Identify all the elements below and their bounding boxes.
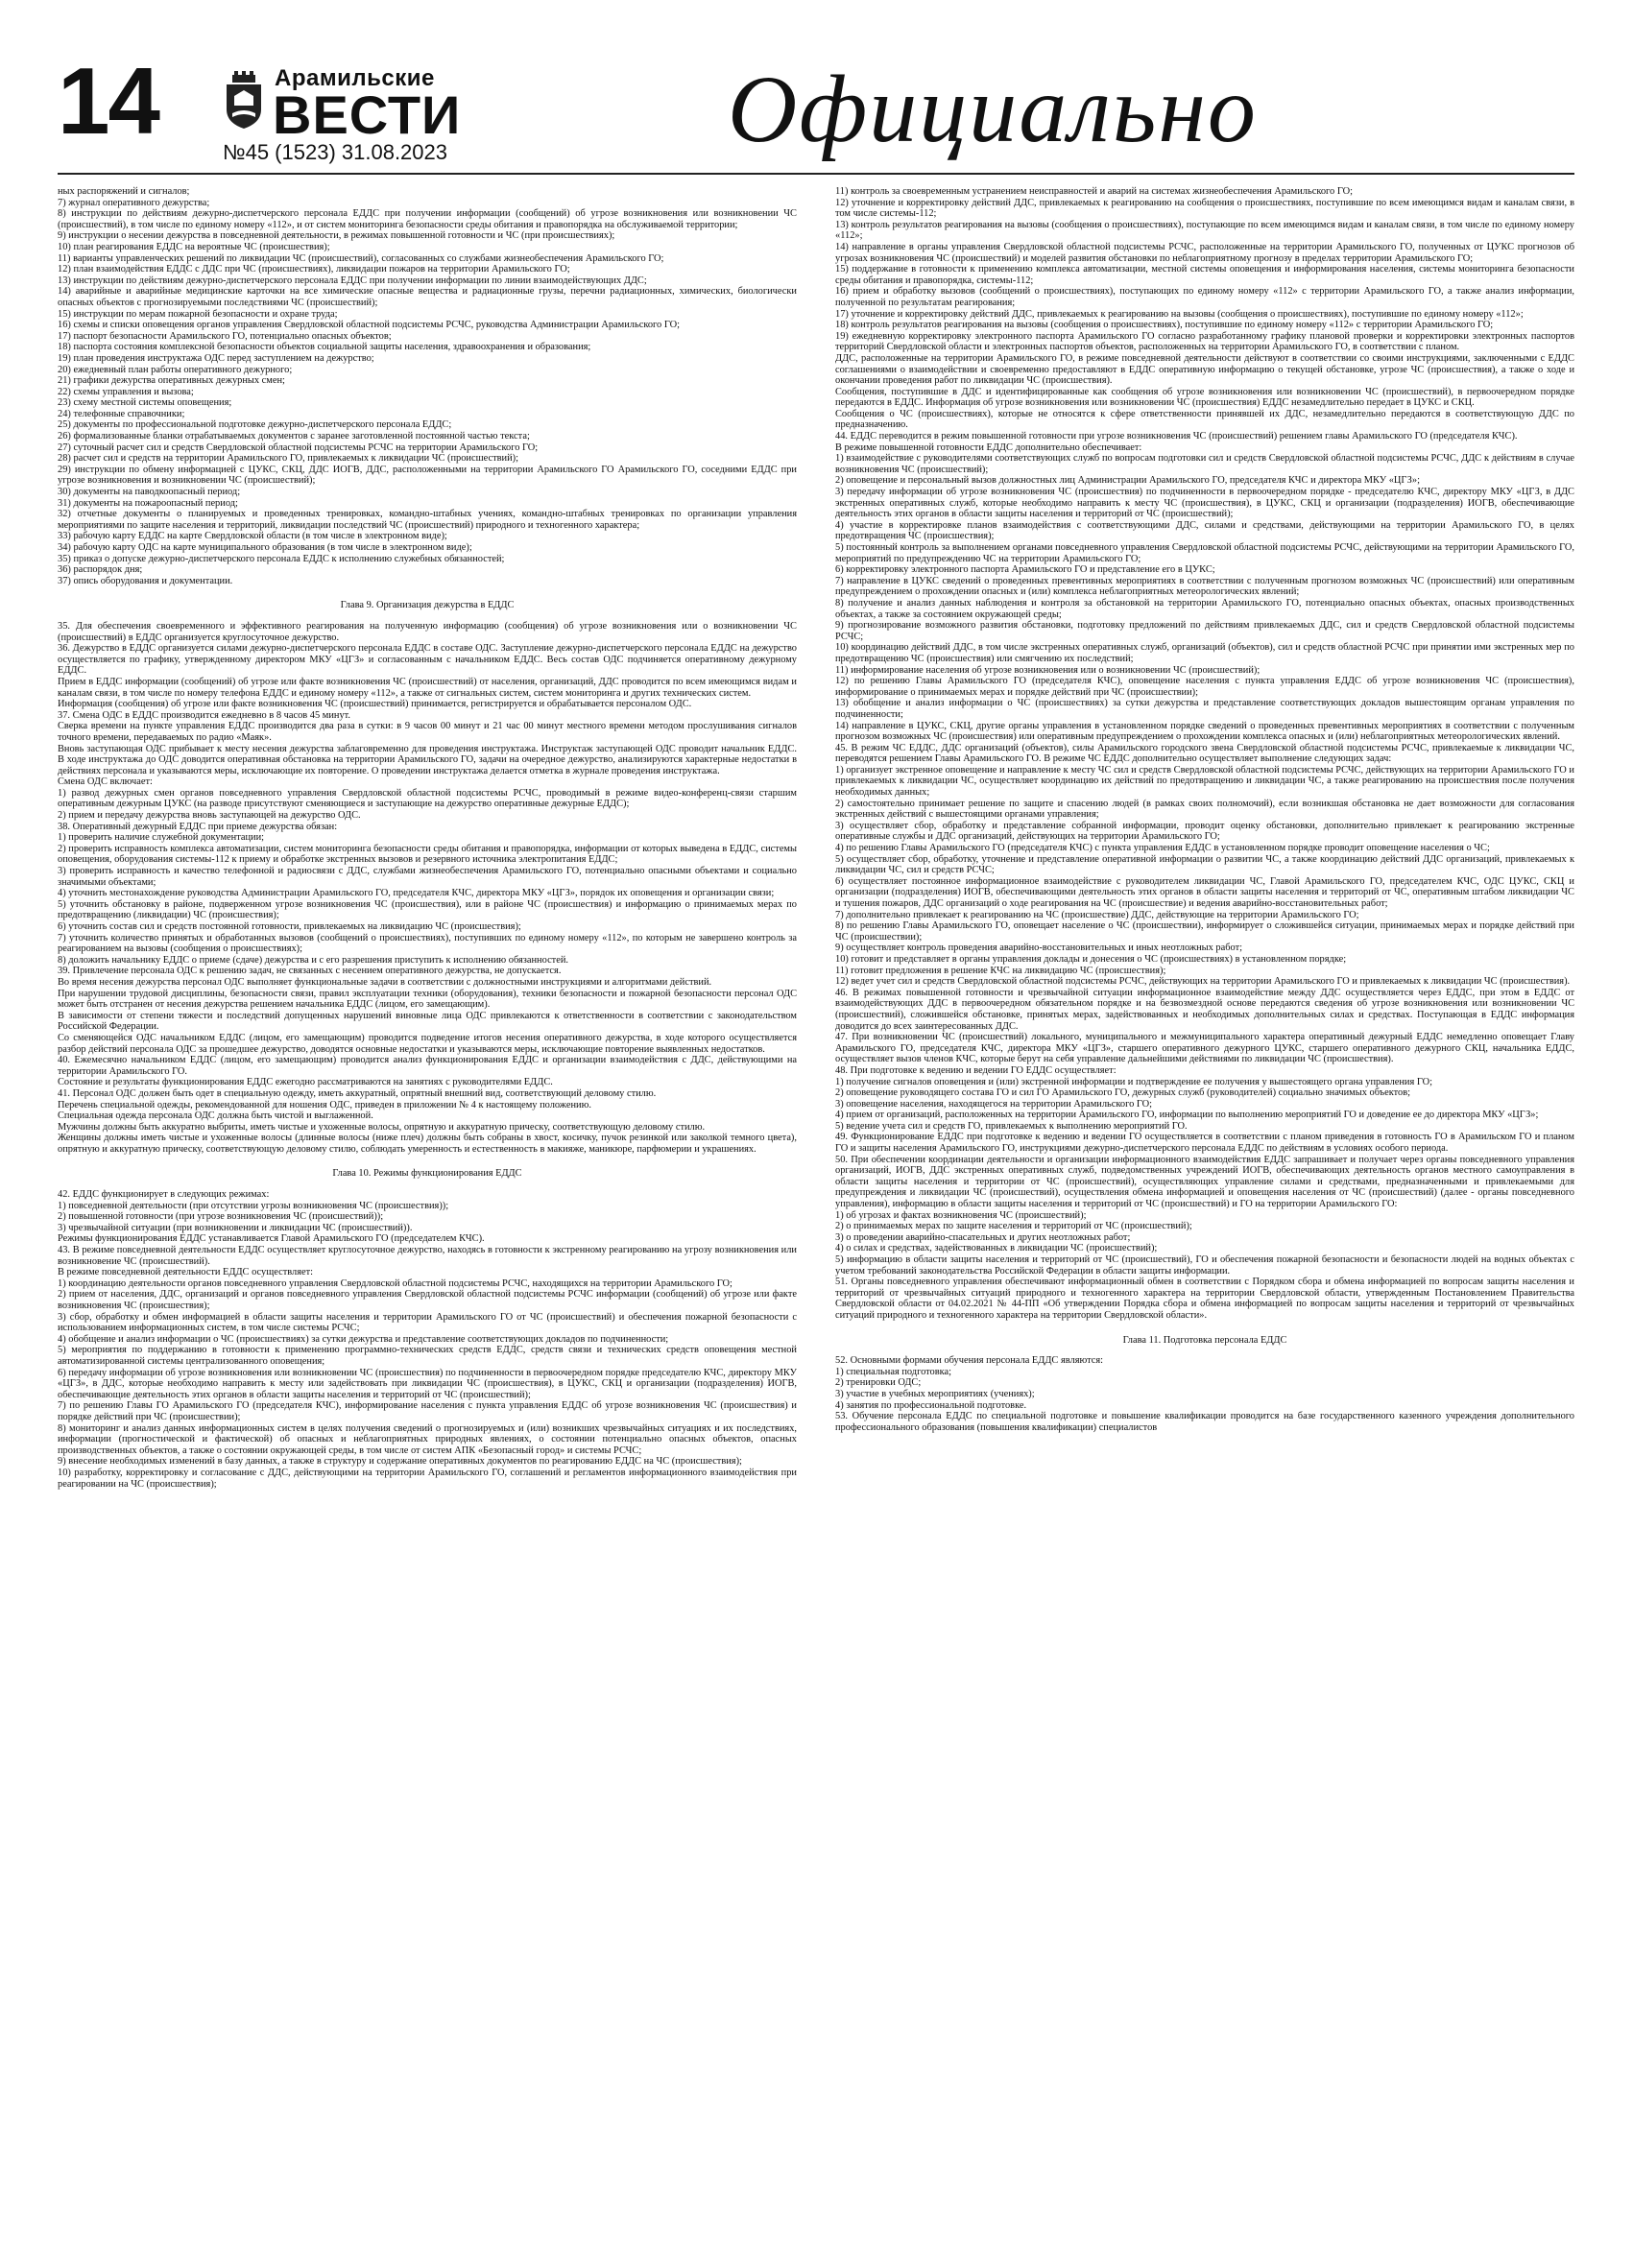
paragraph: 2) оповещение руководящего состава ГО и сил ГО Арамильского ГО, дежурных служб (руководителей) социально значимых объектов;	[835, 1087, 1411, 1099]
paragraph: 2) прием и передачу дежурства вновь заступающей на дежурство ОДС.	[58, 810, 361, 822]
paragraph: 5) информацию в области защиты населения и территорий от ЧС (происшествий), ГО и обеспечения пожарной безопасности и безопасности людей на водных объектах с учетом требований законодательства Российской Федерации в области защиты информации.	[835, 1254, 1574, 1277]
paragraph: 23) схему местной системы оповещения;	[58, 397, 232, 409]
paragraph: 41. Персонал ОДС должен быть одет в специальную одежду, иметь аккуратный, опрятный внешний вид, соответствующий деловому стилю.	[58, 1087, 657, 1099]
page-number: 14	[58, 48, 159, 154]
brand-top: Арамильские	[275, 65, 435, 91]
paragraph: 3) осуществляет сбор, обработку и представление собранной информации, проводит оценку обстановки, дополнительно привлекает к реагированию экстренные оперативные службы и ДДС организаций, действующих на территории Арамильского ГО;	[835, 820, 1574, 843]
paragraph: 6) уточнить состав сил и средств постоянной готовности, привлекаемых на ликвидацию ЧС (происшествия);	[58, 921, 521, 932]
paragraph: 22) схемы управления и вызова;	[58, 386, 194, 397]
paragraph: 20) ежедневный план работы оперативного дежурного;	[58, 364, 293, 375]
paragraph: 50. При обеспечении координации деятельности и организации информационного взаимодействия ЕДДС запрашивает и получает через органы повседневного управления организаций, ИОГВ, ДДС экстренных оперативных служб, подведомственных учреждений ИОГВ, обеспечивающих деятельность органов местного самоуправления в области защиты населения и территории от ЧС (происшествий), осуществляющих управление силами и средствами, предназначенными и привлекаемыми для предупреждения и ликвидации ЧС (происшествий), осуществления обмена информацией и оповещения населения от ЧС (происшествий) (далее - органы повседневного управления), информацию в области защиты населения и территорий от ЧС (происшествий) и ГО на территории Арамильского ГО:	[835, 1154, 1574, 1210]
chapter-heading: Глава 10. Режимы функционирования ЕДДС	[332, 1168, 522, 1180]
paragraph: 4) прием от организаций, расположенных на территории Арамильского ГО, информации по выполнению мероприятий ГО и доведение ее до директора МКУ «ЦГЗ»;	[835, 1110, 1539, 1121]
paragraph: 42. ЕДДС функционирует в следующих режимах:	[58, 1189, 270, 1201]
paragraph: 37) опись оборудования и документации.	[58, 575, 233, 586]
paragraph: 2) оповещение и персональный вызов должностных лиц Администрации Арамильского ГО, председателя КЧС и директора МКУ «ЦГЗ»;	[835, 475, 1420, 487]
paragraph: При нарушении трудовой дисциплины, безопасности связи, правил эксплуатации техники (оборудования), техники безопасности и пожарной безопасности персонал ОДС может быть отстранен от несения дежурства решением начальника ЕДДС (лицом, его замещающим).	[58, 988, 797, 1011]
paragraph: Вновь заступающая ОДС прибывает к месту несения дежурства заблаговременно для проведения инструктажа. Инструктаж заступающей ОДС проводит начальник ЕДДС. В ходе инструктажа до ОДС доводится оперативная обстановка на территории Арамильского ГО, задачи на очередное дежурство, анализируются характерные недостатки в действиях персонала и указываются меры, исключающие их повторение. О проведении инструктажа делается отметка в журнале проведения инструктажа.	[58, 743, 797, 776]
paragraph: 10) координацию действий ДДС, в том числе экстренных оперативных служб, организаций (объектов), сил и средств областной РСЧС при принятии ими экстренных мер по предотвращению ЧС (происшествия) или смягчению их последствий;	[835, 642, 1574, 664]
masthead	[0, 0, 1633, 173]
paragraph: 43. В режиме повседневной деятельности ЕДДС осуществляет круглосуточное дежурство, находясь в готовности к экстренному реагированию на угрозу возникновения или возникновение ЧС (происшествий).	[58, 1245, 797, 1267]
paragraph: 7) по решению Главы ГО Арамильского ГО (председателя КЧС), информирование населения с пункта управления ЕДДС об угрозе возникновения ЧС (происшествия) и порядке действий при ЧС (происшествии);	[58, 1400, 797, 1422]
paragraph: 3) о проведении аварийно-спасательных и других неотложных работ;	[835, 1231, 1131, 1243]
article-body	[58, 186, 1574, 2250]
paragraph: 5) уточнить обстановку в районе, подверженном угрозе возникновения ЧС (происшествия), или в районе ЧС (происшествия) и информацию о принимаемых мерах по предотвращению (ликвидации) ЧС (происшествия);	[58, 898, 797, 921]
paragraph: 1) специальная подготовка;	[835, 1366, 952, 1377]
paragraph: 12) план взаимодействия ЕДДС с ДДС при ЧС (происшествиях), ликвидации пожаров на территории Арамильского ГО;	[58, 264, 570, 275]
paragraph: 29) инструкции по обмену информацией с ЦУКС, СКЦ, ДДС ИОГВ, ДДС, расположенными на территории Арамильского ГО Арамильского ГО, соседними ЕДДС при угрозе возникновения и возникновении ЧС (происшествий);	[58, 464, 797, 487]
paragraph: 27) суточный расчет сил и средств Свердловской областной подсистемы РСЧС на территории Арамильского ГО;	[58, 442, 539, 453]
paragraph: Перечень специальной одежды, рекомендованной для ношения ОДС, приведен в приложении № 4 к настоящему положению.	[58, 1099, 591, 1110]
paragraph: ных распоряжений и сигналов;	[58, 186, 190, 197]
paragraph: 13) обобщение и анализ информации о ЧС (происшествиях) за сутки дежурства и представление соответствующих докладов вышестоящим органам управления по подчиненности;	[835, 698, 1574, 720]
paragraph: 2) тренировки ОДС;	[835, 1377, 922, 1389]
paragraph: 13) инструкции по действиям дежурно-диспетчерского персонала ЕДДС при получении информации по линии взаимодействующих ДДС;	[58, 275, 647, 286]
paragraph: Во время несения дежурства персонал ОДС выполняет функциональные задачи в соответствии с должностными инструкциями и алгоритмами действий.	[58, 976, 712, 988]
paragraph: 7) уточнить количество принятых и обработанных вызовов (сообщений о происшествиях), поступивших по единому номеру «112», по которым не завершено контроль за реагированием на вызовы (сообщения о происшествиях);	[58, 932, 797, 955]
paragraph: 35) приказ о допуске дежурно-диспетчерского персонала ЕДДС к исполнению служебных обязанностей;	[58, 553, 505, 564]
paragraph: 1) проверить наличие служебной документации;	[58, 832, 265, 844]
paragraph: 24) телефонные справочники;	[58, 408, 185, 419]
paragraph: 3) проверить исправность и качество телефонной и радиосвязи с ДДС, службами жизнеобеспечения Арамильского ГО, потенциально опасными объектами и социально значимыми объектами;	[58, 866, 797, 888]
paragraph: 14) аварийные и аварийные медицинские карточки на все химические опасные вещества и радиационные грузы, перечни радиационных, химических, биологически опасных объектов с прогнозируемыми последствиями ЧС (происшествий);	[58, 286, 797, 308]
paragraph: Смена ОДС включает:	[58, 776, 153, 788]
paragraph: 17) уточнение и корректировку действий ДДС, привлекаемых к реагированию на вызовы (сообщения о происшествиях), поступившие по единому номеру «112»;	[835, 308, 1524, 320]
paragraph: 19) ежедневную корректировку электронного паспорта Арамильского ГО согласно разработанному графику плановой проверки и корректировки электронных паспортов территорий Свердловской области и электронных паспортов объектов, расположенных на территории Арамильского ГО, в соответствии с планом.	[835, 330, 1574, 353]
paragraph: 8) получение и анализ данных наблюдения и контроля за обстановкой на территории Арамильского ГО, потенциально опасных объектах, опасных производственных объектах, а также за состоянием окружающей среды;	[835, 597, 1574, 620]
paragraph: 48. При подготовке к ведению и ведении ГО ЕДДС осуществляет:	[835, 1064, 1117, 1076]
paragraph: 46. В режимах повышенной готовности и чрезвычайной ситуации информационное взаимодействие между ДДС осуществляется через ЕДДС, при этом в ЕДДС от взаимодействующих ДДС в первоочередном обязательном порядке и на безвозмездной основе передаются сведения об угрозе возникновения или возникновении ЧС (происшествий), сложившейся обстановке, принятых мерах, задействованных и необходимых дополнительных силах и средствах. Поступающая в ЕДДС информация доводится до всех заинтересованных ДДС.	[835, 987, 1574, 1032]
paragraph: 21) графики дежурства оперативных дежурных смен;	[58, 375, 285, 387]
paragraph: Сообщения о ЧС (происшествиях), которые не относятся к сфере ответственности принявшей их ДДС, незамедлительно передаются в соответствующую ДДС по предназначению.	[835, 408, 1574, 431]
left-column	[58, 186, 797, 2250]
paragraph: В зависимости от степени тяжести и последствий допущенных нарушений виновные лица ОДС привлекаются к ответственности в соответствии с законодательством Российской Федерации.	[58, 1010, 797, 1033]
paragraph: 5) осуществляет сбор, обработку, уточнение и представление оперативной информации о развитии ЧС, а также координацию действий ДДС организаций, привлекаемых к ликвидации ЧС, сил и средств РСЧС;	[835, 853, 1574, 876]
paragraph: 4) по решению Главы Арамильского ГО (председателя КЧС) с пункта управления ЕДДС в установленном порядке проводит оповещение населения о ЧС;	[835, 843, 1490, 854]
paragraph: Женщины должны иметь чистые и ухоженные волосы (длинные волосы (ниже плеч) должны быть собраны в хвост, косичку, пучок резинкой или заколкой темного цвета), опрятную и аккуратную прическу, соответствующую деловому стилю, соблюдать умеренность и естественность в макияже, маникюре, парфюмерии и украшениях.	[58, 1133, 797, 1155]
paragraph: 45. В режим ЧС ЕДДС, ДДС организаций (объектов), силы Арамильского городского звена Свердловской областной подсистемы РСЧС, привлекаемые к ликвидации ЧС, переводятся решением Главы Арамильского ГО. В режиме ЧС ЕДДС дополнительно осуществляет выполнение следующих задач:	[835, 742, 1574, 765]
paragraph: 7) журнал оперативного дежурства;	[58, 197, 210, 208]
paragraph: Информация (сообщения) об угрозе или факте возникновения ЧС (происшествий) принимается, регистрируется и обрабатывается персоналом ОДС.	[58, 699, 692, 710]
paragraph: ДДС, расположенные на территории Арамильского ГО, в режиме повседневной деятельности действуют в соответствии со своими инструкциями, заключенными с ЕДДС соглашениями о взаимодействии и своевременно предоставляют в ЕДДС оперативную информацию о текущей обстановке, угрозе ЧС (происшествия), а также о ходе и окончании проведения работ по ликвидации ЧС (происшествия).	[835, 352, 1574, 387]
paragraph: Прием в ЕДДС информации (сообщений) об угрозе или факте возникновения ЧС (происшествий) от населения, организаций, ДДС проводится по всем имеющимся видам и каналам связи, в том числе по номеру телефона ЕДДС и единому номеру «112», а также от сигнальных систем, систем мониторинга и других технических систем.	[58, 676, 797, 699]
paragraph: 16) прием и обработку вызовов (сообщений о происшествиях), поступающих по единому номеру «112» с территории Арамильского ГО, а также анализ информации, полученной по результатам реагирования;	[835, 286, 1574, 308]
paragraph: 1) об угрозах и фактах возникновения ЧС (происшествий);	[835, 1209, 1087, 1221]
paragraph: 40. Ежемесячно начальником ЕДДС (лицом, его замещающим) проводится анализ функционирования ЕДДС и организации взаимодействия с ДДС, действующими на территории Арамильского ГО.	[58, 1055, 797, 1077]
paragraph: 30) документы на паводкоопасный период;	[58, 487, 241, 498]
paragraph: 3) чрезвычайной ситуации (при возникновении и ликвидации ЧС (происшествий)).	[58, 1222, 413, 1233]
paragraph: 12) уточнение и корректировку действий ДДС, привлекаемых к реагированию на сообщения о происшествиях, поступившие по всем имеющимся видам и каналам связи, в том числе системы-112;	[835, 197, 1574, 220]
paragraph: 7) дополнительно привлекает к реагированию на ЧС (происшествие) ДДС, действующие на территории Арамильского ГО;	[835, 909, 1359, 920]
paragraph: 39. Привлечение персонала ОДС к решению задач, не связанных с несением оперативного дежурства, не допускается.	[58, 966, 562, 977]
paragraph: Со сменяющейся ОДС начальником ЕДДС (лицом, его замещающим) проводится подведение итогов несения оперативного дежурства, в ходе которого осуществляется разбор действий персонала ОДС за прошедшее дежурство, доводятся основные недостатки и указываются меры, исключающие повторение выявленных недостатков.	[58, 1032, 797, 1055]
paragraph: 2) о принимаемых мерах по защите населения и территорий от ЧС (происшествий);	[835, 1221, 1192, 1232]
paragraph: 1) повседневной деятельности (при отсутствии угрозы возникновения ЧС (происшествия));	[58, 1200, 449, 1211]
chapter-heading: Глава 11. Подготовка персонала ЕДДС	[1122, 1334, 1287, 1346]
paragraph: 51. Органы повседневного управления обеспечивают информационный обмен в соответствии с Порядком сбора и обмена информацией по вопросам защиты населения и территорий от чрезвычайных ситуаций природного и техногенного характера на территории Свердловской области, утвержденным Постановлением Правительства Свердловской области от 04.02.2021 № 44-ПП «Об утверждении Порядка сбора и обмена информацией по вопросам защиты населения и территорий от чрезвычайных ситуаций природного и техногенного характера на территории Свердловской области».	[835, 1277, 1574, 1321]
paragraph: Режимы функционирования ЕДДС устанавливается Главой Арамильского ГО (председателем КЧС).	[58, 1233, 485, 1245]
paragraph: 1) развод дежурных смен органов повседневного управления Свердловской областной подсистемы РСЧС, проводимый в режиме видео-конференц-связи старшим оперативным дежурным ЦУКС (на разводе присутствуют сменяющиеся и заступающие на дежурство оперативные дежурные ЕДДС);	[58, 787, 797, 810]
paragraph: 38. Оперативный дежурный ЕДДС при приеме дежурства обязан:	[58, 821, 338, 832]
chapter-heading: Глава 9. Организация дежурства в ЕДДС	[340, 600, 515, 611]
paragraph: 32) отчетные документы о планируемых и проведенных тренировках, командно-штабных учениях, командно-штабных тренировках по организации управления мероприятиями по защите населения и территорий, ликвидации последствий ЧС (происшествий) природного и техногенного характера;	[58, 509, 797, 531]
paragraph: 47. При возникновении ЧС (происшествий) локального, муниципального и межмуниципального характера оперативный дежурный ЕДДС немедленно оповещает Главу Арамильского ГО, председателя КЧС, директора МКУ «ЦГЗ», старшего оперативного дежурного ЦУКС, старшего оперативного дежурного СКЦ, начальника ЕДДС, осуществляет вызов членов КЧС, которые берут на себя управление дальнейшими действиями по ликвидации ЧС (происшествия).	[835, 1032, 1574, 1065]
paragraph: 4) занятия по профессиональной подготовке.	[835, 1399, 1027, 1411]
paragraph: 3) участие в учебных мероприятиях (учениях);	[835, 1388, 1035, 1399]
paragraph: 11) информирование населения об угрозе возникновения или о возникновении ЧС (происшествий);	[835, 664, 1261, 676]
paragraph: 8) мониторинг и анализ данных информационных систем в целях получения сведений о прогнозируемых и (или) возникших чрезвычайных ситуациях и их последствиях, информации (прогностической и фактической) об опасных и неблагоприятных природных явлениях, о состоянии потенциально опасных объектов, опасных производственных объектов, а также о состоянии окружающей среды, в том числе от систем АПК «Безопасный город» и системы РСЧС;	[58, 1422, 797, 1456]
paragraph: 34) рабочую карту ОДС на карте муниципального образования (в том числе в электронном виде);	[58, 542, 472, 553]
paragraph: 5) мероприятия по поддержанию в готовности к применению программно-технических средств ЕДДС, средств связи и технических средств оповещения местной автоматизированной системы централизованного оповещения;	[58, 1345, 797, 1367]
paragraph: Состояние и результаты функционирования ЕДДС ежегодно рассматриваются на занятиях с руководителями ЕДДС.	[58, 1077, 553, 1088]
paragraph: 9) внесение необходимых изменений в базу данных, а также в структуру и содержание оперативных документов по реагированию ЕДДС на ЧС (происшествия);	[58, 1456, 742, 1468]
paragraph: 26) формализованные бланки отрабатываемых документов с заранее заготовленной постоянной частью текста;	[58, 431, 530, 442]
paragraph: Сообщения, поступившие в ДДС и идентифицированные как сообщения об угрозе возникновения или возникновении ЧС (происшествий), в первоочередном порядке передаются в ЕДДС. Информация об угрозе возникновения или возникновении ЧС (происшествия) ЕДДС незамедлительно передает в ЦУКС и СКЦ.	[835, 386, 1574, 409]
paragraph: 9) прогнозирование возможного развития обстановки, подготовку предложений по действиям привлекаемых ДДС, сил и средств Свердловской областной подсистемы РСЧС;	[835, 620, 1574, 642]
paragraph: 9) осуществляет контроль проведения аварийно-восстановительных и иных неотложных работ;	[835, 943, 1243, 954]
paragraph: 36. Дежурство в ЕДДС организуется силами дежурно-диспетчерского персонала ЕДДС в составе ОДС. Заступление дежурно-диспетчерского персонала ЕДДС на дежурство осуществляется по графику, утвержденному директором МКУ «ЦГЗ» и согласованным с начальником ЕДДС. Весь состав ОДС подчиняется оперативному дежурному ЕДДС.	[58, 643, 797, 677]
paragraph: 18) контроль результатов реагирования на вызовы (сообщения о происшествиях), поступившие по единому номеру «112» с территории Арамильского ГО;	[835, 320, 1494, 331]
paragraph: 28) расчет сил и средств на территории Арамильского ГО, привлекаемых к ликвидации ЧС (происшествий);	[58, 453, 518, 465]
paragraph: 12) ведет учет сил и средств Свердловской областной подсистемы РСЧС, действующих на территории Арамильского ГО и привлекаемых к ликвидации ЧС (происшествия).	[835, 976, 1571, 988]
paragraph: В режиме повседневной деятельности ЕДДС осуществляет:	[58, 1267, 314, 1278]
paragraph: 8) по решению Главы Арамильского ГО, оповещает население о ЧС (происшествии), информирует о сложившейся ситуации, принимаемых мерах и порядке действий при ЧС (происшествии);	[835, 920, 1574, 943]
paragraph: 35. Для обеспечения своевременного и эффективного реагирования на полученную информацию (сообщения) об угрозе возникновения или о возникновении ЧС (происшествий) в ЕДДС организуется круглосуточное дежурство.	[58, 620, 797, 643]
paragraph: 15) инструкции по мерам пожарной безопасности и охране труда;	[58, 308, 338, 320]
paragraph: 1) организует экстренное оповещение и направление к месту ЧС сил и средств Свердловской областной подсистемы РСЧС, действующих на территории Арамильского ГО и привлекаемых к ликвидации ЧС, осуществляет координацию их действий по предотвращению и ликвидации ЧС, а также реагированию на происшествия после получения необходимых данных;	[835, 764, 1574, 799]
paragraph: 2) проверить исправность комплекса автоматизации, систем мониторинга безопасности среды обитания и правопорядка, информации от которых выведена в ЕДДС, системы оповещения, оборудования системы-112 к приему и обработке экстренных вызовов и резервного источника электропитания ЕДДС;	[58, 843, 797, 866]
paragraph: В режиме повышенной готовности ЕДДС дополнительно обеспечивает:	[835, 442, 1142, 453]
paragraph: 12) по решению Главы Арамильского ГО (председателя КЧС), оповещение населения с пункта управления ЕДДС об угрозе возникновения ЧС (происшествия), информирование о принимаемых мерах и порядке действий при ЧС (происшествии);	[835, 676, 1574, 698]
paragraph: 3) передачу информации об угрозе возникновения ЧС (происшествия) по подчиненности в первоочередном порядке - председателю КЧС, директору МКУ «ЦГЗ, в ДДС экстренных оперативных служб, которые необходимо направить к месту ЧС (происшествия), в ЦУКС, СКЦ и организации (подразделения) ИОГВ, обеспечивающие деятельность этих органов в области защиты населения и территорий от ЧС (происшествий);	[835, 487, 1574, 520]
paragraph: 10) план реагирования ЕДДС на вероятные ЧС (происшествия);	[58, 241, 330, 252]
paragraph: Сверка времени на пункте управления ЕДДС производится два раза в сутки: в 9 часов 00 минут и 21 час 00 минут местного времени методом прослушивания сигналов точного времени, передаваемых по радио «Маяк».	[58, 721, 797, 743]
paragraph: 10) готовит и представляет в органы управления доклады и донесения о ЧС (происшествиях) в установленном порядке;	[835, 953, 1347, 965]
paragraph: 7) направление в ЦУКС сведений о проведенных превентивных мероприятиях в соответствии с полученным прогнозом возможных ЧС (происшествий) или оперативным предупреждением о прохождении опасных и (или) комплекса неблагоприятных метеорологических явлений;	[835, 575, 1574, 598]
paragraph: 18) паспорта состояния комплексной безопасности объектов социальной защиты населения, здравоохранения и образования;	[58, 342, 591, 353]
paragraph: 14) направление в ЦУКС, СКЦ, другие органы управления в установленном порядке сведений о проведенных превентивных мероприятиях в соответствии с полученным прогнозом возможных ЧС (происшествия) или оперативным предупреждением о прохождении комплекса опасных и (или) неблагоприятных метеорологических явлений.	[835, 720, 1574, 743]
paragraph: Специальная одежда персонала ОДС должна быть чистой и выглаженной.	[58, 1110, 373, 1122]
paragraph: 36) распорядок дня;	[58, 564, 143, 576]
coat-of-arms-icon	[223, 71, 265, 131]
paragraph: 2) самостоятельно принимает решение по защите и спасению людей (в рамках своих полномочий), если возникшая обстановка не дает возможности для согласования экстренных действий с вышестоящими органами управления;	[835, 798, 1574, 821]
paragraph: 4) участие в корректировке планов взаимодействия с соответствующими ДДС, силами и средствами, действующими на территории Арамильского ГО, в целях предотвращения ЧС (происшествия);	[835, 519, 1574, 542]
paragraph: 6) осуществляет постоянное информационное взаимодействие с руководителем ликвидации ЧС, Главой Арамильского ГО, председателем КЧС, ОДС ЦУКС, СКЦ и организации (подразделения) ИОГВ, обеспечивающими деятельность этих органов в области защиты населения и территорий от ЧС, оперативным штабом ликвидации ЧС и тушения пожаров, ДДС организаций о ходе реагирования на ЧС (происшествие) и ведения аварийно-восстановительных работ;	[835, 875, 1574, 909]
paragraph: 33) рабочую карту ЕДДС на карте Свердловской области (в том числе в электронном виде);	[58, 531, 447, 542]
paragraph: 5) ведение учета сил и средств ГО, привлекаемых к выполнению мероприятий ГО.	[835, 1120, 1188, 1132]
paragraph: 3) сбор, обработку и обмен информацией в области защиты населения и территории Арамильского ГО от ЧС (происшествий) и обеспечения пожарной безопасности с использованием информационных систем, в том числе системы РСЧС;	[58, 1311, 797, 1334]
header-rule	[58, 173, 1574, 175]
paragraph: 15) поддержание в готовности к применению комплекса автоматизации, местной системы оповещения и информирования населения, системы мониторинга безопасности среды обитания и правопорядка, системы-112;	[835, 264, 1574, 286]
paragraph: 19) план проведения инструктажа ОДС перед заступлением на дежурство;	[58, 352, 374, 364]
issue-info: №45 (1523) 31.08.2023	[223, 140, 447, 164]
paragraph: 17) паспорт безопасности Арамильского ГО, потенциально опасных объектов;	[58, 330, 392, 342]
section-title: Официально	[728, 56, 1258, 162]
paragraph: 16) схемы и списки оповещения органов управления Свердловской областной подсистемы РСЧС, руководства Администрации Арамильского ГО;	[58, 320, 680, 331]
paragraph: 6) передачу информации об угрозе возникновения или возникновении ЧС (происшествия) по подчиненности в первоочередном порядке председателю КЧС, директору МКУ «ЦГЗ», в ДДС, которые необходимо направить к месту или задействовать при ликвидации ЧС (происшествия), в ЦУКС, СКЦ и организации (подразделения) ИОГВ, обеспечивающие деятельность этих органов в области защиты населения и территорий от ЧС (происшествий);	[58, 1367, 797, 1400]
paragraph: 53. Обучение персонала ЕДДС по специальной подготовке и повышение квалификации проводится на базе государственного казенного учреждения дополнительного профессионального образования (повышения квалификации) специалистов	[835, 1411, 1574, 1433]
paragraph: 31) документы на пожароопасный период;	[58, 497, 238, 509]
paragraph: 11) готовит предложения в решение КЧС на ликвидацию ЧС (происшествия);	[835, 965, 1166, 976]
paragraph: 4) обобщение и анализ информации о ЧС (происшествиях) за сутки дежурства и представление соответствующих докладов по подчиненности;	[58, 1333, 669, 1345]
right-column	[835, 186, 1574, 2250]
paragraph: Мужчины должны быть аккуратно выбриты, иметь чистые и ухоженные волосы, опрятную и аккуратную прическу, соответствующую деловому стилю.	[58, 1121, 706, 1133]
paragraph: 52. Основными формами обучения персонала ЕДДС являются:	[835, 1355, 1104, 1367]
paragraph: 8) инструкции по действиям дежурно-диспетчерского персонала ЕДДС при получении информации (сообщений) об угрозе возникновения или возникновении ЧС (происшествий), в том числе по единому номеру «112», и от систем мониторинга безопасности среды обитания и правопорядка на обслуживаемой территории;	[58, 208, 797, 230]
paragraph: 10) разработку, корректировку и согласование с ДДС, действующими на территории Арамильского ГО, соглашений и регламентов информационного взаимодействия при реагировании на ЧС (происшествия);	[58, 1467, 797, 1490]
paragraph: 9) инструкции о несении дежурства в повседневной деятельности, в режимах повышенной готовности и ЧС (при происшествиях);	[58, 230, 615, 242]
paragraph: 11) варианты управленческих решений по ликвидации ЧС (происшествий), согласованных со службами жизнеобеспечения Арамильского ГО;	[58, 252, 664, 264]
paragraph: 37. Смена ОДС в ЕДДС производится ежедневно в 8 часов 45 минут.	[58, 709, 351, 721]
paragraph: 1) координацию деятельности органов повседневного управления Свердловской областной подсистемы РСЧС, находящихся на территории Арамильского ГО;	[58, 1277, 732, 1289]
paragraph: 1) получение сигналов оповещения и (или) экстренной информации и подтверждение ее получения у вышестоящего органа управления ГО;	[835, 1076, 1433, 1087]
paragraph: 6) корректировку электронного паспорта Арамильского ГО и представление его в ЦУКС;	[835, 564, 1215, 576]
paragraph: 11) контроль за своевременным устранением неисправностей и аварий на системах жизнеобеспечения Арамильского ГО;	[835, 186, 1353, 197]
paragraph: 5) постоянный контроль за выполнением органами повседневного управления Свердловской областной подсистемы РСЧС, действующими на территории Арамильского ГО, мероприятий по предупреждению ЧС на территории Арамильского ГО;	[835, 542, 1574, 564]
paragraph: 49. Функционирование ЕДДС при подготовке к ведению и ведении ГО осуществляется в соответствии с планом приведения в готовность ГО в Арамильском ГО и планом ГО и защиты населения Арамильского ГО, инструкциями дежурно-диспетчерского персонала ЕДДС по действиям в условиях особого периода.	[835, 1132, 1574, 1155]
paragraph: 14) направление в органы управления Свердловской областной подсистемы РСЧС, расположенные на территории Арамильского ГО, полученных от ЦУКС прогнозов об угрозах возникновения ЧС (происшествий) и моделей развития обстановки по неблагоприятному прогнозу в пределах территории Арамильского ГО;	[835, 241, 1574, 264]
paragraph: 4) уточнить местонахождение руководства Администрации Арамильского ГО, председателя КЧС, директора МКУ «ЦГЗ», порядок их оповещения и организации связи;	[58, 888, 775, 899]
paragraph: 13) контроль результатов реагирования на вызовы (сообщения о происшествиях), поступающие по всем имеющимся видам и каналам связи, в том числе по единому номеру «112»;	[835, 219, 1574, 242]
paragraph: 1) взаимодействие с руководителями соответствующих служб по вопросам подготовки сил и средств Свердловской областной подсистемы РСЧС, ДДС к действиям в случае возникновения ЧС (происшествий);	[835, 453, 1574, 475]
brand-main: ВЕСТИ	[273, 84, 462, 145]
paragraph: 2) прием от населения, ДДС, организаций и органов повседневного управления Свердловской областной подсистемы РСЧС информации (сообщений) об угрозе или факте возникновения ЧС (происшествия);	[58, 1289, 797, 1311]
paragraph: 44. ЕДДС переводится в режим повышенной готовности при угрозе возникновения ЧС (происшествий) решением главы Арамильского ГО (председателя КЧС).	[835, 431, 1518, 442]
paragraph: 4) о силах и средствах, задействованных в ликвидации ЧС (происшествий);	[835, 1243, 1158, 1254]
paragraph: 2) повышенной готовности (при угрозе возникновения ЧС (происшествий));	[58, 1211, 384, 1223]
paragraph: 25) документы по профессиональной подготовке дежурно-диспетчерского персонала ЕДДС;	[58, 419, 452, 431]
paragraph: 3) оповещение населения, находящегося на территории Арамильского ГО;	[835, 1098, 1153, 1110]
paragraph: 8) доложить начальнику ЕДДС о приеме (сдаче) дежурства и с его разрешения приступить к исполнению обязанностей.	[58, 954, 568, 966]
